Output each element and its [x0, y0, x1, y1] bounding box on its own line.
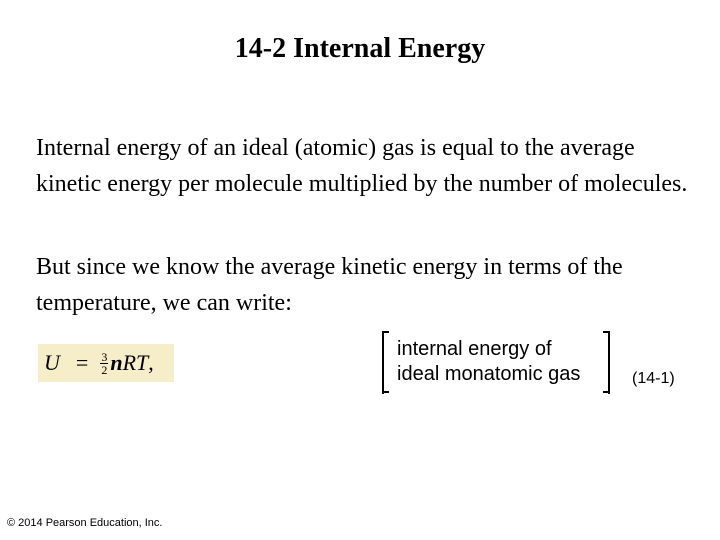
- equation-equals: =: [75, 350, 89, 375]
- internal-energy-equation: [38, 344, 174, 382]
- equation-fraction: [100, 351, 108, 376]
- equation-annotation: [382, 332, 610, 394]
- fraction-denominator: 2: [101, 362, 108, 377]
- equation-rt: RT: [122, 350, 149, 375]
- equation-lhs: U: [44, 350, 60, 375]
- annotation-line-2: ideal monatomic gas: [397, 363, 581, 385]
- derivation-paragraph: But since we know the average kinetic energy in terms of the temperature, we can write:: [36, 254, 623, 316]
- fraction-numerator: 3: [101, 349, 108, 364]
- definition-paragraph: Internal energy of an ideal (atomic) gas is equal to the average kinetic energy per molecule multiplied by the number of molecules.: [36, 135, 688, 197]
- annotation-line-1: internal energy of: [397, 338, 552, 360]
- equation-number: (14-1): [632, 370, 675, 387]
- equation-n: n: [110, 350, 123, 375]
- equation-comma: ,: [148, 350, 154, 375]
- slide-title: 14-2 Internal Energy: [234, 33, 486, 64]
- copyright-notice: © 2014 Pearson Education, Inc.: [7, 517, 163, 529]
